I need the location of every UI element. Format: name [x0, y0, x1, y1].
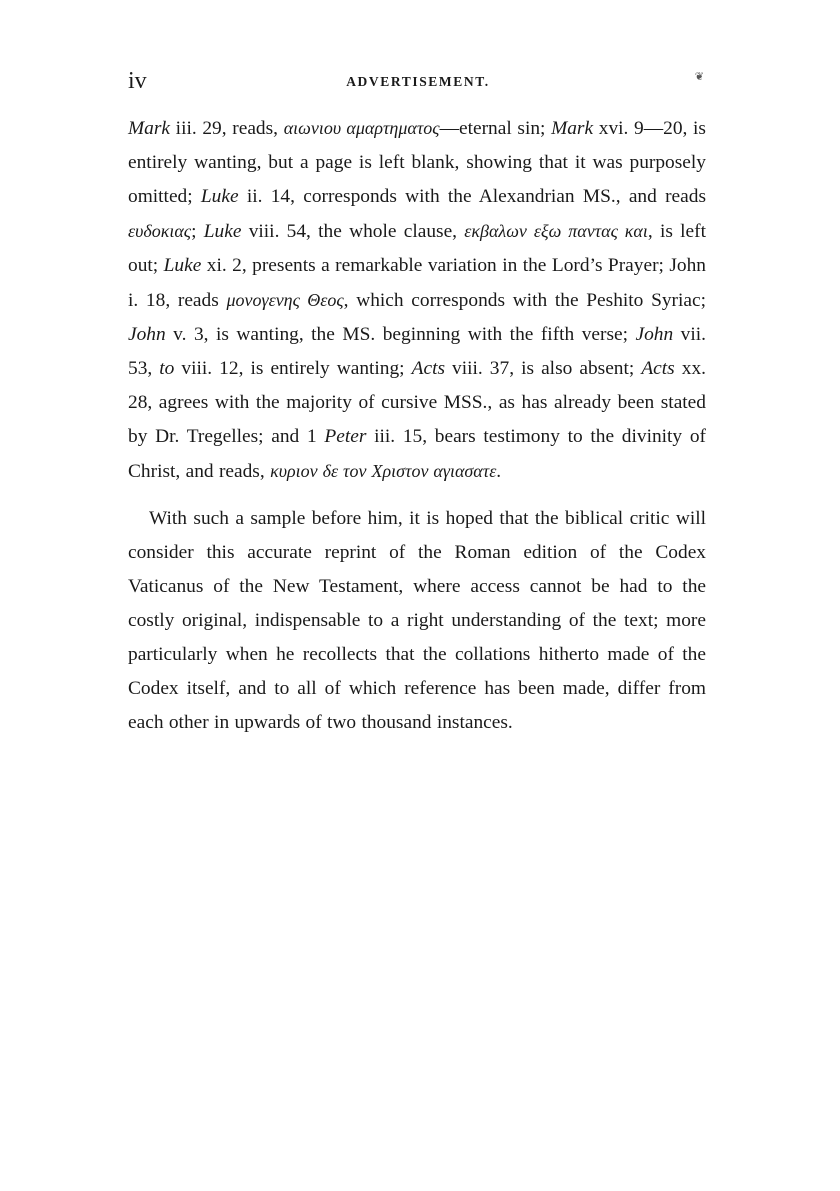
greek-text: εκβαλων εξω παντας και [464, 221, 648, 241]
running-title: ADVERTISEMENT. [346, 74, 490, 89]
ref-john: John [128, 324, 166, 345]
ref-luke: Luke [200, 186, 239, 207]
paragraph-1 [128, 111, 706, 489]
text-run: viii. 37, is also absent; [445, 358, 642, 379]
ref-mark: Mark [128, 118, 171, 139]
text-run: viii. 54, the whole clause, [241, 221, 465, 242]
ref-peter: Peter [324, 426, 367, 447]
ref-acts: Acts [411, 358, 446, 379]
ref-luke: Luke [203, 221, 242, 242]
text-run: ii. 14, corresponds with the Alexandrian MS., and reads [238, 186, 706, 207]
text-run: . [496, 461, 502, 482]
ref-luke: Luke [163, 255, 202, 276]
text-run: , is left out; [128, 221, 706, 276]
ornament-icon: ❦ [694, 71, 704, 83]
page-number: iv [128, 68, 147, 94]
text-run: —eternal sin; [439, 118, 552, 139]
text-run: xi. 2, presents a remarkable variation in the Lord’s Prayer; John i. 18, reads [128, 255, 707, 311]
ref-john: John [635, 324, 674, 345]
ref-mark: Mark [551, 118, 594, 139]
running-head [128, 66, 708, 96]
text-run: v. 3, is wanting, the MS. beginning with the fifth verse; [165, 324, 636, 345]
greek-text: αιωνιου αμαρτηματος [283, 118, 440, 138]
text-run: , which corresponds with the Peshito Syriac; [343, 290, 706, 311]
ref-acts: Acts [641, 358, 675, 379]
text-run: viii. 12, is entirely wanting; [174, 358, 412, 379]
text-run: iii. 15, bears testimony to the divinity of Christ, and reads, [128, 426, 706, 482]
italic-word: to [159, 358, 175, 379]
text-run: ; [191, 221, 204, 242]
paragraph-2: With such a sample before him, it is hoped that the biblical critic will consider this accurate reprint of the Roman edition of the Codex Vaticanus of the New Testament, where access cannot be had to the costly original, indispensable to a right understanding of the text; more particularly when he recollects that the collations hitherto made of the Codex itself, and to all of which reference has been made, differ from each other in upwards of two thousand instances. [128, 508, 706, 733]
text-run: iii. 29, reads, [170, 118, 284, 139]
text-run: xvi. 9—20, is entirely wanting, but a page is left blank, showing that it was purposely omitted; [128, 118, 706, 207]
body-text [128, 111, 706, 740]
text-run: vii. 53, [128, 324, 706, 379]
greek-text: ευδοκιας [128, 221, 192, 241]
greek-text: μονογενης Θεος [226, 290, 344, 310]
text-run: xx. 28, agrees with the majority of cursive MSS., as has already been stated by Dr. Tregelles; and 1 [128, 358, 707, 447]
greek-text: κυριον δε τον Χριστον αγιασατε [270, 461, 497, 481]
